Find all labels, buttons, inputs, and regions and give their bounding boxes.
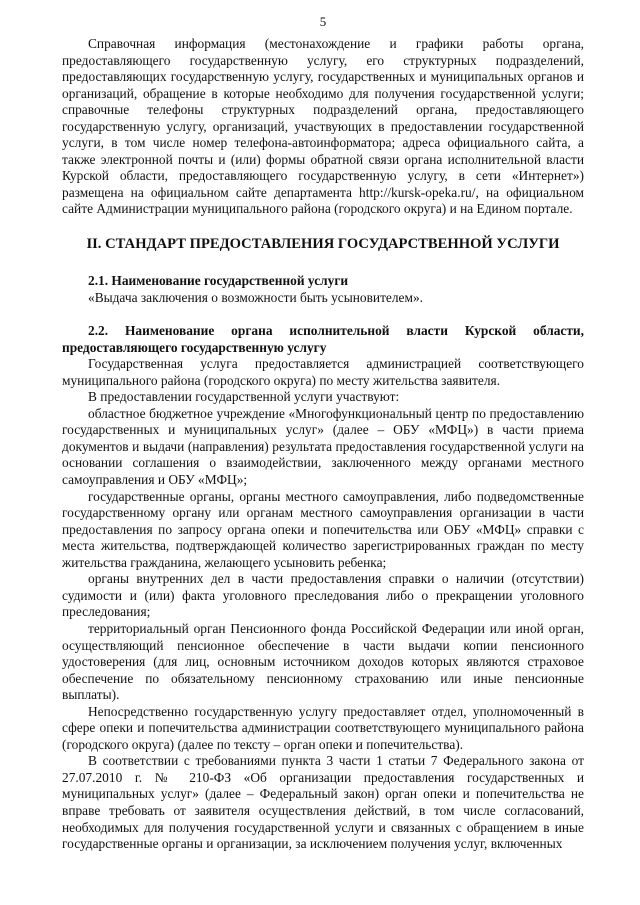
subsection-1-heading: 2.1. Наименование государственной услуги — [88, 273, 349, 289]
reference-info-paragraph: Справочная информация (местонахождение и графики работы органа, предоставляющего государственную услугу, его структурных подразделений, предоставляющих государственную услугу, государственных и муниципальных органов и организаций, обращение в которые необходимо для получения государственной услуги; справочные телефоны структурных подразделений органа, предоставляющего государственную услугу, организаций, участвующих в предоставлении государственной услуги, в том числе номер телефона-автоинформатора; адреса официального сайта, а также электронной почты и (или) формы обратной связи органа исполнительной власти Курской области, предоставляющего государственную услугу, в сети «Интернет») размещена на официальном сайте департамента http://kursk-opeka.ru/, на официальном сайте Администрации муниципального района (городского округа) и на Едином портале. — [62, 36, 584, 217]
subsection-2-paragraph: Государственная услуга предоставляется администрацией соответствующего муниципального района (городского округа) по месту жительства заявителя. — [62, 356, 584, 388]
subsection-2-heading: 2.2. Наименование органа исполнительной власти Курской области, предоставляющего государственную услугу — [62, 323, 584, 355]
document-page — [62, 14, 584, 853]
subsection-2-paragraph: В соответствии с требованиями пункта 3 части 1 статьи 7 Федерального закона от 27.07.2010 г. № 210-ФЗ «Об организации предоставления государственных и муниципальных услуг» (далее – Федеральный закон) орган опеки и попечительства не вправе требовать от заявителя осуществления действий, в том числе согласований, необходимых для получения государственной услуги и связанных с обращением в иные государственные органы и организации, за исключением получения услуг, включенных — [62, 753, 584, 852]
spacer — [62, 306, 584, 323]
subsection-2-paragraph: органы внутренних дел в части предоставления справки о наличии (отсутствии) судимости и (или) факта уголовного преследования либо о прекращении уголовного преследования; — [62, 571, 584, 620]
subsection-2-paragraph: территориальный орган Пенсионного фонда Российской Федерации или иной орган, осуществляющий пенсионное обеспечение в части выдачи копии пенсионного удостоверения (для лиц, основным источником доходов которых являются страховое обеспечение по обязательному пенсионному страхованию или иные пенсионные выплаты). — [62, 620, 584, 703]
section-title: II. СТАНДАРТ ПРЕДОСТАВЛЕНИЯ ГОСУДАРСТВЕННОЙ УСЛУГИ — [86, 236, 560, 253]
subsection-2-paragraph: областное бюджетное учреждение «Многофункциональный центр по предоставлению государственных и муниципальных услуг» (далее – ОБУ «МФЦ») в части приема документов и выдачи (направления) результата предоставления государственной услуги на основании соглашения о взаимодействии, заключенного между органами местного самоуправления и ОБУ «МФЦ»; — [62, 405, 584, 488]
subsection-2-paragraph: Непосредственно государственную услугу предоставляет отдел, уполномоченный в сфере опеки и попечительства администрации соответствующего муниципального района (городского округа) (далее по тексту – орган опеки и попечительства). — [62, 703, 584, 752]
subsection-2-paragraph: государственные органы, органы местного самоуправления, либо подведомственные государственному органу или органам местного самоуправления организации в части предоставления по запросу органа опеки и попечительства или ОБУ «МФЦ» справки с места жительства, подтверждающей количество зарегистрированных граждан по месту жительства гражданина, желающего усыновить ребенка; — [62, 488, 584, 570]
page-number: 5 — [319, 14, 327, 29]
subsection-1-text: «Выдача заключения о возможности быть усыновителем». — [88, 289, 424, 305]
subsection-2-paragraph: В предоставлении государственной услуги участвуют: — [88, 389, 400, 405]
